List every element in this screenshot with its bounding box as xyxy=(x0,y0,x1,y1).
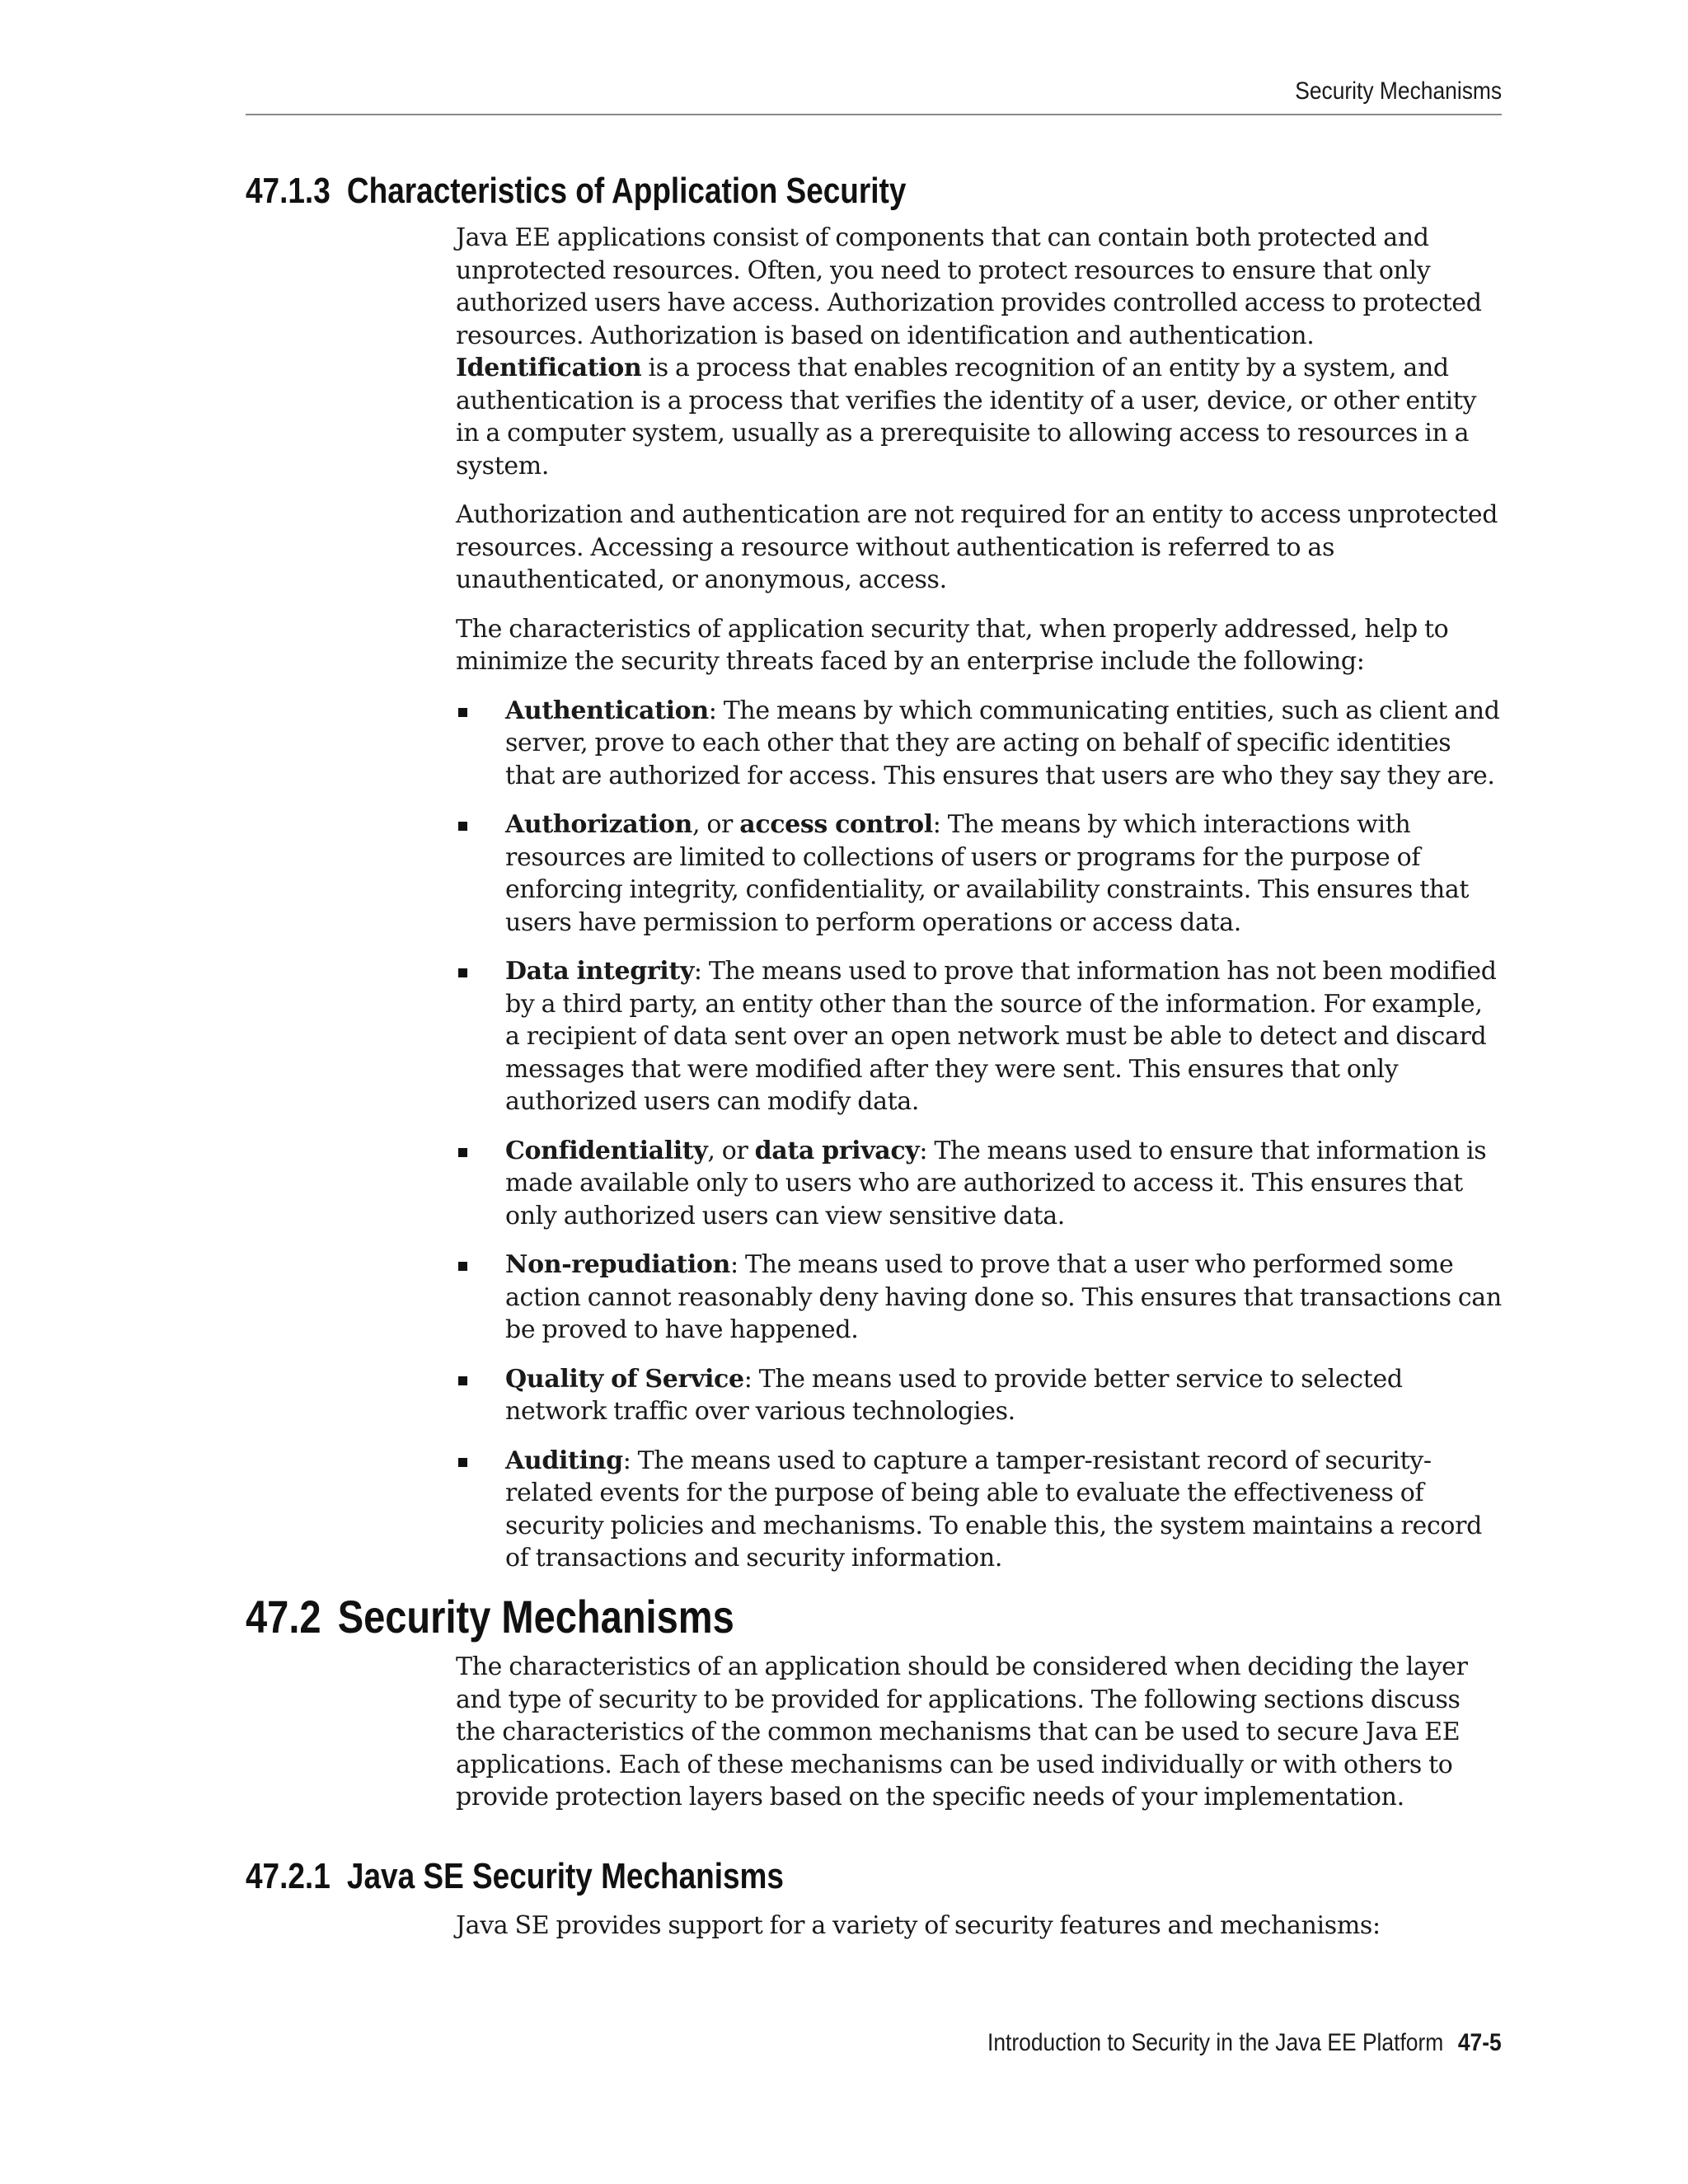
bullet-icon xyxy=(458,1376,467,1385)
list-item-quality-of-service: Quality of Service: The means used to provide better service to selected network traffic over various technologies. xyxy=(456,1363,1503,1428)
section-47-1-3-body xyxy=(456,222,1503,1575)
list-item-confidentiality: Confidentiality, or data privacy: The means used to ensure that information is made available only to users who are authorized to access it. This ensures that only authorized users can view sensitive data. xyxy=(456,1135,1503,1233)
heading-47-1-3 xyxy=(246,170,906,213)
section-47-2-body xyxy=(456,1651,1503,1814)
page-number: 47-5 xyxy=(1458,2029,1502,2056)
heading-number: 47.1.3 xyxy=(246,171,331,211)
paragraph: The characteristics of application security that, when properly addressed, help to minimize the security threats faced by an enterprise include the following: xyxy=(456,614,1449,676)
page-footer xyxy=(987,2029,1502,2057)
bullet-icon xyxy=(458,1148,467,1157)
heading-47-2-1 xyxy=(246,1855,784,1898)
section-47-2-1-body xyxy=(456,1910,1503,1943)
bullet-icon xyxy=(458,1262,467,1271)
running-head-title: Security Mechanisms xyxy=(1295,77,1502,105)
list-item-non-repudiation: Non-repudiation: The means used to prove that a user who performed some action cannot reasonably deny having done so. This ensures that transactions can be proved to have happened. xyxy=(456,1249,1503,1347)
page-header xyxy=(246,73,1502,115)
list-item-authorization: Authorization, or access control: The means by which interactions with resources are limited to collections of users or programs for the purpose of enforcing integrity, confidentiality, or availability constraints. This ensures that users have permission to perform operations or access data. xyxy=(456,808,1503,939)
characteristics-list xyxy=(456,695,1503,1575)
heading-title: Security Mechanisms xyxy=(337,1591,734,1643)
term-identification: Identification xyxy=(456,354,642,382)
paragraph: Java EE applications consist of components that can contain both protected and unprotected resources. Often, you need to protect resources to ensure that only authorized users have access. Authorization provides controlled access to protected resources. Authorization is based on identification and authentication. Identification is a process that enables recognition of an entity by a system, and authentication is a process that verifies the identity of a user, device, or other entity in a computer system, usually as a prerequisite to allowing access to resources in a system. xyxy=(456,223,1482,480)
bullet-icon xyxy=(458,968,467,977)
bullet-icon xyxy=(458,822,467,831)
list-item-data-integrity: Data integrity: The means used to prove that information has not been modified by a third party, an entity other than the source of the information. For example, a recipient of data sent over an open network must be able to detect and discard messages that were modified after they were sent. This ensures that only authorized users can modify data. xyxy=(456,955,1503,1118)
paragraph: The characteristics of an application should be considered when deciding the layer and type of security to be provided for applications. The following sections discuss the characteristics of the common mechanisms that can be used to secure Java EE applications. Each of these mechanisms can be used individually or with others to provide protection layers based on the specific needs of your implementation. xyxy=(456,1652,1468,1811)
heading-title: Characteristics of Application Security xyxy=(346,171,907,211)
paragraph: Authorization and authentication are not required for an entity to access unprotected resources. Accessing a resource without authentication is referred to as unauthenticated, or anonymous, access. xyxy=(456,500,1498,594)
footer-book-title: Introduction to Security in the Java EE Platform xyxy=(987,2029,1444,2056)
heading-number: 47.2 xyxy=(246,1591,321,1643)
list-item-authentication: Authentication: The means by which communicating entities, such as client and server, prove to each other that they are acting on behalf of specific identities that are authorized for access. This ensures that users are who they say they are. xyxy=(456,695,1503,793)
bullet-icon xyxy=(458,708,467,717)
heading-number: 47.2.1 xyxy=(246,1856,331,1896)
heading-47-2 xyxy=(246,1591,734,1643)
list-item-auditing: Auditing: The means used to capture a tamper-resistant record of security-related events for the purpose of being able to evaluate the effectiveness of security policies and mechanisms. To enable this, the system maintains a record of transactions and security information. xyxy=(456,1445,1503,1575)
paragraph: Java SE provides support for a variety of security features and mechanisms: xyxy=(456,1911,1381,1940)
bullet-icon xyxy=(458,1458,467,1467)
heading-title: Java SE Security Mechanisms xyxy=(346,1856,784,1896)
